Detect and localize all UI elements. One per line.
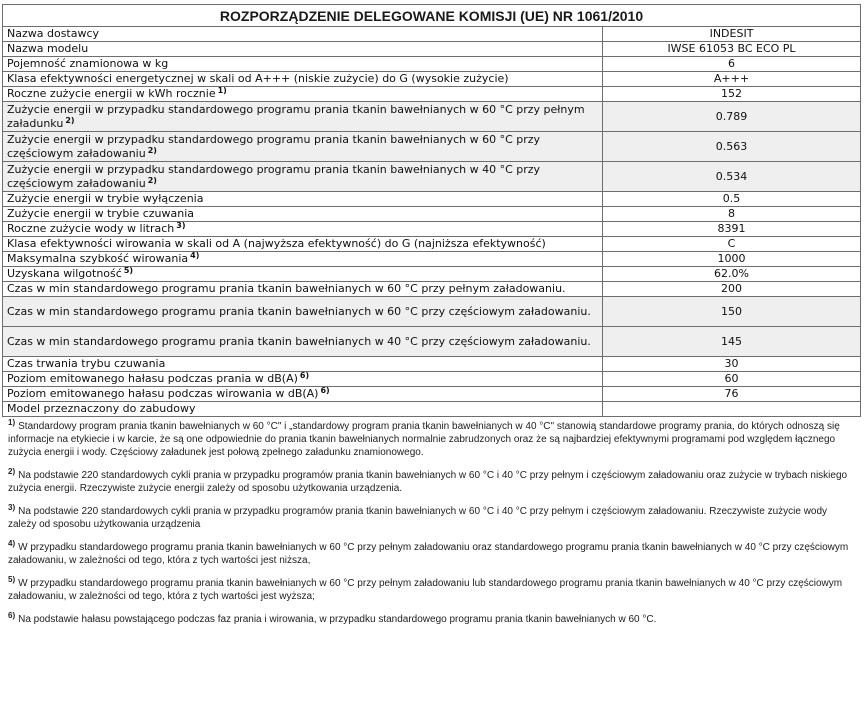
spec-row — [3, 192, 861, 207]
spec-label-text: Klasa efektywności energetycznej w skali od A+++ (niskie zużycie) do G (wysokie zużycie) — [7, 72, 509, 85]
footnote — [2, 420, 858, 459]
spec-value: 76 — [603, 387, 861, 402]
footnotes — [2, 420, 860, 626]
footnote-text: Standardowy program prania tkanin bawełnianych w 60 °C" i „standardowy program prania tkanin bawełnianych w 40 °C" stanowią standardowe programy prania, do których odnoszą się informacje na etykiecie i w karcie, że są one odpowiednie do prania tkanin bawełnianych normalnie zabrudzonych oraz że są najbardziej efektywnymi programami pod względem łącznego zużycia energii i wody. Częściowy załadunek jest połową zpełnego załadunku znamionowego. — [8, 421, 840, 458]
spec-value: 0.789 — [603, 102, 861, 132]
spec-value: IWSE 61053 BC ECO PL — [603, 42, 861, 57]
spec-label-text: Roczne zużycie wody w litrach — [7, 222, 175, 235]
spec-label-text: Roczne zużycie energii w kWh rocznie — [7, 87, 216, 100]
spec-label-text: Zużycie energii w trybie czuwania — [7, 207, 195, 220]
spec-row — [3, 162, 861, 192]
footnote-mark: 5) — [8, 575, 16, 584]
spec-label — [3, 72, 603, 87]
footnote-ref: 2) — [65, 115, 75, 125]
spec-label — [3, 87, 603, 102]
footnote-text: W przypadku standardowego programu prania tkanin bawełnianych w 60 °C przy pełnym załadowaniu lub standardowego programu prania tkanin bawełnianych w 40 °C przy częściowym załadowaniu, w zależności od tego, która z tych wartości jest wyższa; — [8, 578, 843, 602]
spec-row — [3, 87, 861, 102]
spec-label — [3, 102, 603, 132]
spec-label — [3, 222, 603, 237]
spec-value: 145 — [603, 327, 861, 357]
footnote-ref: 3) — [176, 221, 186, 230]
spec-label — [3, 252, 603, 267]
spec-value: 62.0% — [603, 267, 861, 282]
spec-label — [3, 327, 603, 357]
footnote-text: Na podstawie 220 standardowych cykli prania w przypadku programów prania tkanin bawełnianych w 60 °C i 40 °C przy pełnym i częściowym załadowaniu. Rzeczywiste zużycie wody zależy od sposobu użytkowania urządzenia — [8, 506, 828, 530]
spec-label-text: Poziom emitowanego hałasu podczas prania w dB(A) — [7, 372, 298, 385]
spec-row — [3, 372, 861, 387]
spec-label — [3, 372, 603, 387]
footnote-ref: 2) — [147, 145, 157, 155]
spec-value: 6 — [603, 57, 861, 72]
spec-label — [3, 267, 603, 282]
spec-label-text: Uzyskana wilgotność — [7, 267, 122, 280]
spec-label — [3, 402, 603, 417]
spec-label-text: Czas w min standardowego programu prania tkanin bawełnianych w 60 °C przy częściowym załadowaniu. — [7, 304, 591, 318]
spec-label — [3, 237, 603, 252]
spec-value: 0.563 — [603, 132, 861, 162]
spec-label — [3, 297, 603, 327]
spec-label-text: Pojemność znamionowa w kg — [7, 57, 169, 70]
spec-value: 8 — [603, 207, 861, 222]
spec-row — [3, 222, 861, 237]
spec-row — [3, 207, 861, 222]
spec-value: C — [603, 237, 861, 252]
spec-row — [3, 132, 861, 162]
spec-value: 1000 — [603, 252, 861, 267]
spec-value: 0.534 — [603, 162, 861, 192]
spec-label-text: Zużycie energii w przypadku standardowego programu prania tkanin bawełnianych w 60 °C przy częściowym załadowaniu — [7, 132, 541, 160]
spec-label-text: Nazwa dostawcy — [7, 27, 100, 40]
footnote — [2, 505, 858, 531]
spec-label-text: Model przeznaczony do zabudowy — [7, 402, 196, 415]
spec-row — [3, 27, 861, 42]
footnote-ref: 1) — [217, 86, 227, 95]
spec-row — [3, 402, 861, 417]
footnote-mark: 1) — [8, 418, 16, 427]
spec-value: INDESIT — [603, 27, 861, 42]
spec-row — [3, 72, 861, 87]
spec-label — [3, 282, 603, 297]
footnote-ref: 6) — [299, 371, 310, 380]
spec-label-text: Poziom emitowanego hałasu podczas wirowania w dB(A) — [7, 387, 319, 400]
spec-value: 152 — [603, 87, 861, 102]
spec-row — [3, 57, 861, 72]
spec-row — [3, 237, 861, 252]
spec-row — [3, 282, 861, 297]
footnote-text: W przypadku standardowego programu prania tkanin bawełnianych w 60 °C przy pełnym załadowaniu oraz standardowego programu prania tkanin bawełnianych w 40 °C przy częściowym załadowaniu, w zależności od tego, która z tych wartości jest niższa, — [8, 542, 849, 566]
spec-label — [3, 27, 603, 42]
footnote-mark: 3) — [8, 503, 16, 512]
footnote-ref: 6) — [320, 386, 330, 395]
footnote-text: Na podstawie 220 standardowych cykli prania w przypadku programów prania tkanin bawełnianych w 60 °C i 40 °C przy pełnym i częściowym załadowaniu oraz zużycie w trybach niskiego zużycia energii. Rzeczywiste zużycie energii zależy od sposobu użytkowania urządzenia. — [8, 470, 848, 494]
spec-value: A+++ — [603, 72, 861, 87]
spec-value: 60 — [603, 372, 861, 387]
footnote-text: Na podstawie hałasu powstającego podczas faz prania i wirowania, w przypadku standardowego programu prania tkanin bawełnianych w 60 °C. — [18, 614, 657, 625]
spec-row — [3, 387, 861, 402]
spec-label — [3, 42, 603, 57]
spec-label — [3, 132, 603, 162]
spec-row — [3, 42, 861, 57]
footnote-ref: 5) — [123, 266, 134, 275]
spec-row — [3, 357, 861, 372]
spec-value: 150 — [603, 297, 861, 327]
spec-row — [3, 297, 861, 327]
title-row — [3, 5, 861, 27]
spec-value: 8391 — [603, 222, 861, 237]
spec-label-text: Maksymalna szybkość wirowania — [7, 252, 189, 265]
footnote-mark: 2) — [8, 467, 16, 476]
spec-value: 200 — [603, 282, 861, 297]
footnote-mark: 4) — [8, 539, 16, 548]
spec-value: 30 — [603, 357, 861, 372]
footnote — [2, 577, 858, 603]
spec-label-text: Zużycie energii w przypadku standardowego programu prania tkanin bawełnianych w 60 °C przy pełnym załadunku — [7, 102, 585, 130]
spec-label-text: Klasa efektywności wirowania w skali od A (najwyższa efektywność) do G (najniższa efektywność) — [7, 237, 546, 250]
spec-value — [603, 402, 861, 417]
spec-label — [3, 207, 603, 222]
spec-row — [3, 252, 861, 267]
footnote — [2, 613, 858, 626]
spec-value: 0.5 — [603, 192, 861, 207]
energy-label-sheet — [2, 4, 860, 636]
document-title: ROZPORZĄDZENIE DELEGOWANE KOMISJI (UE) NR 1061/2010 — [3, 5, 861, 27]
spec-label — [3, 162, 603, 192]
spec-label-text: Nazwa modelu — [7, 42, 89, 55]
spec-label — [3, 57, 603, 72]
spec-label — [3, 387, 603, 402]
spec-label-text: Czas trwania trybu czuwania — [7, 357, 166, 370]
footnote — [2, 541, 858, 567]
footnote-ref: 2) — [147, 175, 157, 185]
spec-label-text: Zużycie energii w przypadku standardowego programu prania tkanin bawełnianych w 40 °C przy częściowym załadowaniu — [7, 162, 541, 190]
spec-row — [3, 102, 861, 132]
spec-label — [3, 192, 603, 207]
spec-label-text: Czas w min standardowego programu prania tkanin bawełnianych w 60 °C przy pełnym załadowaniu. — [7, 282, 566, 295]
spec-row — [3, 327, 861, 357]
footnote — [2, 469, 858, 495]
footnote-mark: 6) — [8, 611, 16, 620]
spec-table — [2, 4, 861, 417]
footnote-ref: 4) — [190, 251, 200, 260]
spec-label-text: Zużycie energii w trybie wyłączenia — [7, 192, 204, 205]
spec-label — [3, 357, 603, 372]
spec-label-text: Czas w min standardowego programu prania tkanin bawełnianych w 40 °C przy częściowym załadowaniu. — [7, 334, 591, 348]
spec-row — [3, 267, 861, 282]
